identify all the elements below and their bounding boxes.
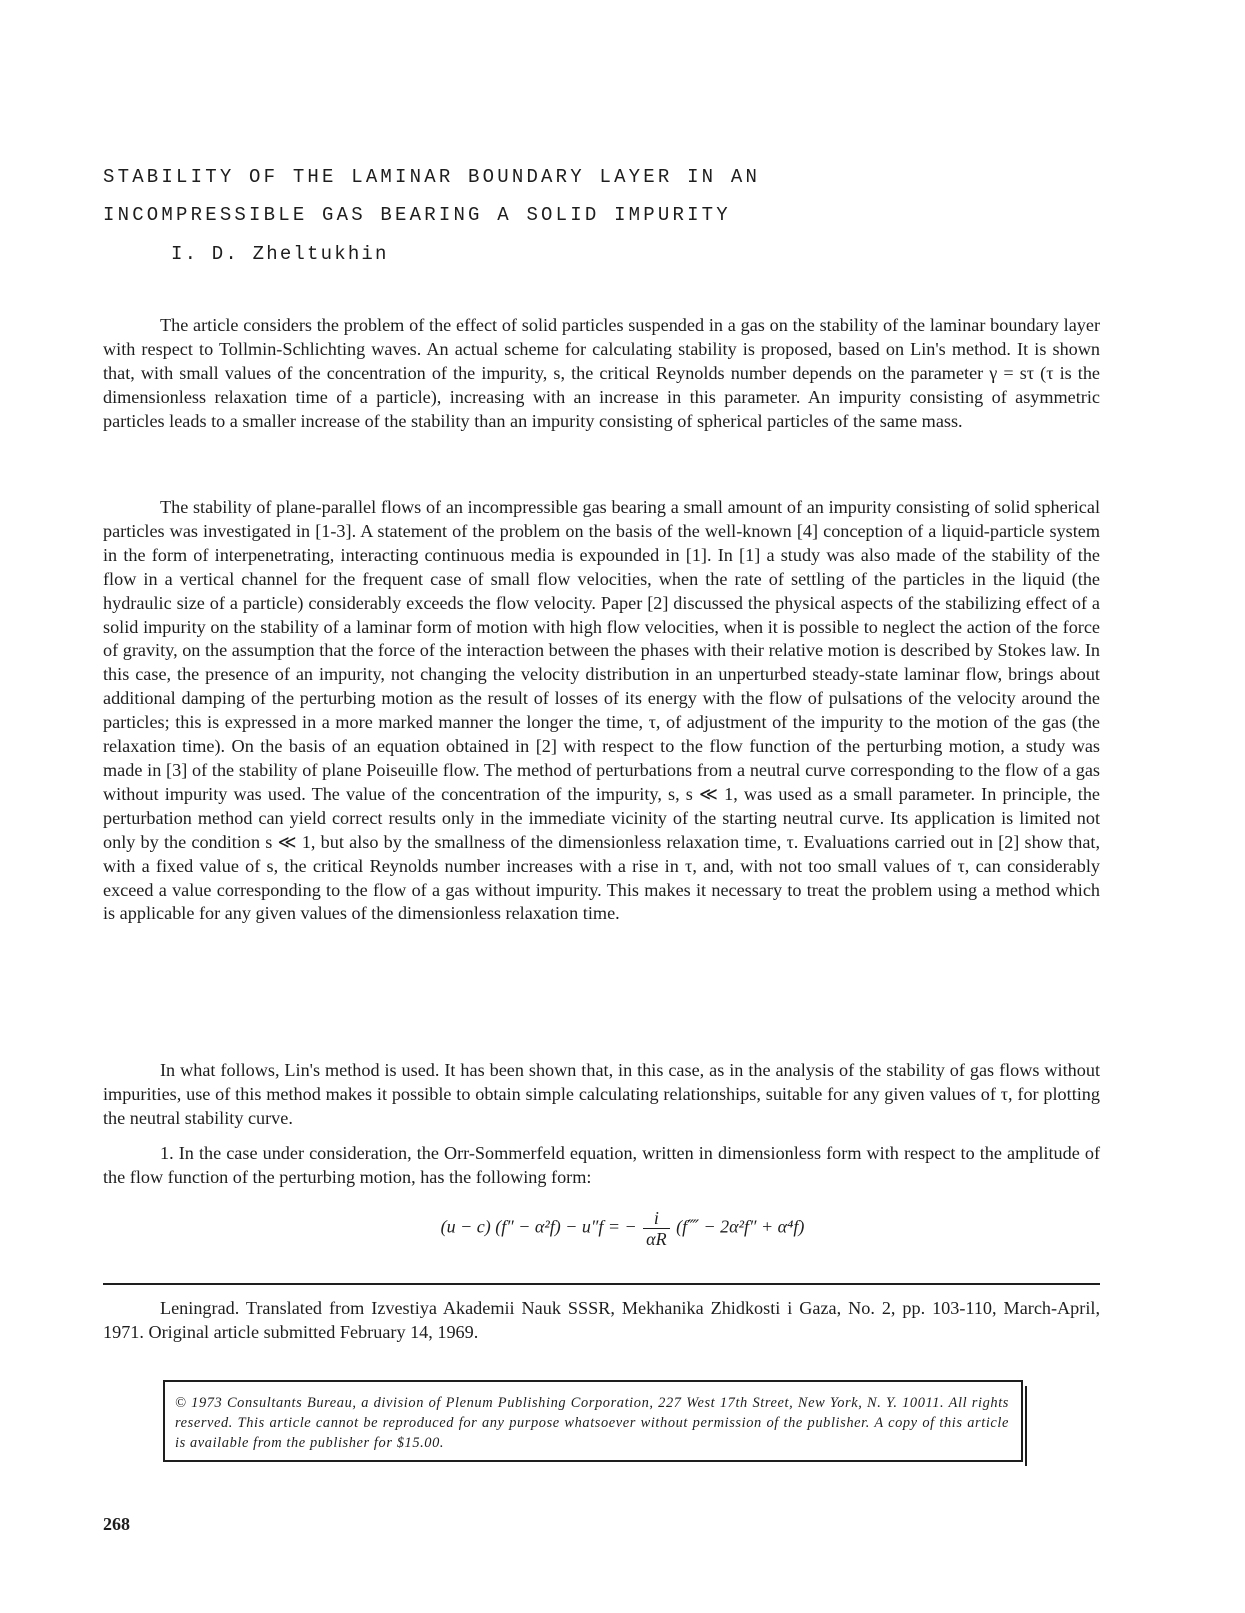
copyright-notice-box — [163, 1380, 1023, 1462]
footnote: Leningrad. Translated from Izvestiya Akademii Nauk SSSR, Mekhanika Zhidkosti i Gaza, No. 2, pp. 103-110, March-April, 1971. Original article submitted February 14, 1969. — [103, 1298, 1100, 1342]
equation-numerator: i — [643, 1208, 669, 1229]
orr-sommerfeld-equation — [0, 1208, 1245, 1249]
footnote-divider — [103, 1283, 1100, 1285]
title-line-2: INCOMPRESSIBLE GAS BEARING A SOLID IMPURITY — [103, 204, 731, 226]
copyright-text: © 1973 Consultants Bureau, a division of Plenum Publishing Corporation, 227 West 17th Street, New York, N. Y. 10011. All rights reserved. This article cannot be reproduced for any purpose whatsoever without permission of the publisher. A copy of this article is available from the publisher for $15.00. — [175, 1395, 1009, 1451]
author-name: I. D. Zheltukhin — [171, 243, 389, 265]
abstract: The article considers the problem of the effect of solid particles suspended in a gas on the stability of the laminar boundary layer with respect to Tollmin-Schlichting waves. An actual scheme for calculating stability is proposed, based on Lin's method. It is shown that, with small values of the concentration of the impurity, s, the critical Reynolds number depends on the parameter γ = sτ (τ is the dimensionless relaxation time of a particle), increasing with an increase in this parameter. An impurity consisting of asymmetric particles leads to a smaller increase of the stability than an impurity consisting of spherical particles of the same mass. — [103, 315, 1100, 431]
body-paragraph-2: In what follows, Lin's method is used. It has been shown that, in this case, as in the analysis of the stability of gas flows without impurities, use of this method makes it possible to obtain simple calculating relationships, suitable for any given values of τ, for plotting the neutral stability curve. — [103, 1060, 1100, 1128]
body-paragraph-1: The stability of plane-parallel flows of an incompressible gas bearing a small amount of an impurity consisting of solid spherical particles was investigated in [1-3]. A statement of the problem on the basis of the well-known [4] conception of a liquid-particle system in the form of interpenetrating, interacting continuous media is expounded in [1]. In [1] a study was also made of the stability of the flow in a vertical channel for the frequent case of small flow velocities, when the rate of settling of the particles in the liquid (the hydraulic size of a particle) considerably exceeds the flow velocity. Paper [2] discussed the physical aspects of the stabilizing effect of a solid impurity on the stability of a laminar form of motion with high flow velocities, when it is possible to neglect the action of the force of gravity, on the assumption that the force of the interaction between the phases with their relative motion is described by Stokes law. In this case, the presence of an impurity, not changing the velocity distribution in an unperturbed steady-state laminar flow, brings about additional damping of the perturbing motion as the result of losses of its energy with the flow of pulsations of the velocity around the particles; this is expressed in a more marked manner the longer the time, τ, of adjustment of the impurity to the motion of the gas (the relaxation time). On the basis of an equation obtained in [2] with respect to the flow function of the perturbing motion, a study was made in [3] of the stability of plane Poiseuille flow. The method of perturbations from a neutral curve corresponding to the flow of a gas without impurity was used. The value of the concentration of the impurity, s, s ≪ 1, was used as a small parameter. In principle, the perturbation method can yield correct results only in the immediate vicinity of the starting neutral curve. Its application is limited not only by the condition s ≪ 1, but also by the smallness of the dimensionless relaxation time, τ. Evaluations carried out in [2] show that, with a fixed value of s, the critical Reynolds number increases with a rise in τ, and, with not too small values of τ, can considerably exceed a value corresponding to the flow of a gas without impurity. This makes it necessary to treat the problem using a method which is applicable for any given values of the dimensionless relaxation time. — [103, 497, 1100, 924]
article-title — [103, 158, 760, 234]
title-line-1: STABILITY OF THE LAMINAR BOUNDARY LAYER IN AN — [103, 166, 761, 188]
equation-denominator: αR — [646, 1229, 667, 1249]
body-paragraph-3: 1. In the case under consideration, the Orr-Sommerfeld equation, written in dimensionless form with respect to the amplitude of the flow function of the perturbing motion, has the following form: — [103, 1143, 1100, 1187]
equation-fraction — [643, 1208, 669, 1249]
equation-lhs: (u − c) (f″ − α²f) − u″f = − — [440, 1216, 637, 1237]
equation-rhs: (f⁗ − 2α²f″ + α⁴f) — [676, 1216, 805, 1237]
page-number: 268 — [103, 1514, 130, 1534]
